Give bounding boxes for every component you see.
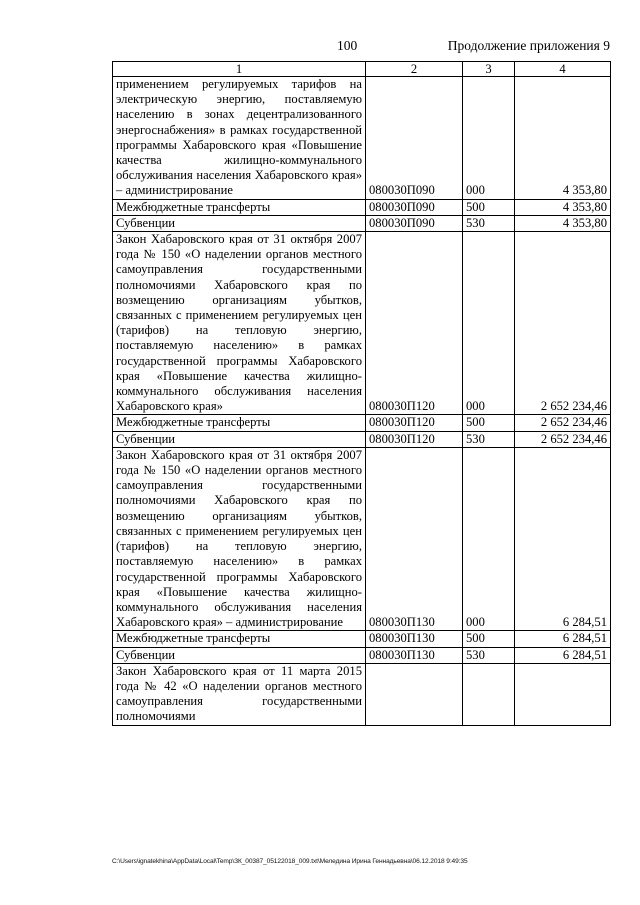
row-amount: 2 652 234,46 — [515, 232, 611, 415]
row-name: Субвенции — [113, 215, 366, 231]
row-code: 080030П130 — [366, 447, 463, 630]
column-header-4: 4 — [515, 62, 611, 77]
row-code: 080030П090 — [366, 215, 463, 231]
row-type: 000 — [463, 77, 515, 200]
table-row — [113, 647, 611, 663]
table-row — [113, 447, 611, 630]
table-row — [113, 215, 611, 231]
row-type: 500 — [463, 631, 515, 647]
row-amount: 4 353,80 — [515, 77, 611, 200]
row-code: 080030П090 — [366, 77, 463, 200]
row-type: 530 — [463, 431, 515, 447]
column-header-1: 1 — [113, 62, 366, 77]
table-row — [113, 415, 611, 431]
row-code: 080030П130 — [366, 647, 463, 663]
row-amount: 6 284,51 — [515, 631, 611, 647]
row-code: 080030П090 — [366, 199, 463, 215]
row-type: 000 — [463, 447, 515, 630]
row-type: 000 — [463, 232, 515, 415]
document-footer-path: C:\Users\ignatekhina\AppData\Local\Temp\ЗК_00387_05122018_009.txt\Меледина Ирина Геннадьевна\06.12.2018 9:49:35 — [112, 858, 468, 865]
table-row — [113, 232, 611, 415]
row-name: применением регулируемых тарифов на электрическую энергию, поставляемую населению в зонах децентрализованного энергоснабжения» в рамках государственной программы Хабаровского края «Повышение качества жилищно-коммунального обслуживания населения Хабаровского края» – администрирование — [113, 77, 366, 200]
row-type: 530 — [463, 647, 515, 663]
budget-table — [112, 61, 611, 726]
row-amount: 6 284,51 — [515, 647, 611, 663]
row-amount: 2 652 234,46 — [515, 431, 611, 447]
row-type — [463, 663, 515, 725]
appendix-continuation-label: Продолжение приложения 9 — [447, 38, 610, 53]
table-row — [113, 663, 611, 725]
table-row — [113, 431, 611, 447]
row-name: Субвенции — [113, 647, 366, 663]
row-type: 530 — [463, 215, 515, 231]
row-amount: 2 652 234,46 — [515, 415, 611, 431]
column-number-row — [113, 62, 611, 77]
row-amount: 4 353,80 — [515, 199, 611, 215]
row-amount: 4 353,80 — [515, 215, 611, 231]
table-row — [113, 631, 611, 647]
row-type: 500 — [463, 415, 515, 431]
row-name: Межбюджетные трансферты — [113, 199, 366, 215]
table-row — [113, 199, 611, 215]
row-code — [366, 663, 463, 725]
column-header-2: 2 — [366, 62, 463, 77]
row-name: Межбюджетные трансферты — [113, 631, 366, 647]
page-number: 100 — [337, 38, 358, 53]
row-code: 080030П130 — [366, 631, 463, 647]
row-name: Закон Хабаровского края от 31 октября 2007 года № 150 «О наделении органов местного самоуправления государственными полномочиями Хабаровского края по возмещению организациям убытков, связанных с применением регулируемых цен (тарифов) на тепловую энергию, поставляемую населению» в рамках государственной программы Хабаровского края «Повышение качества жилищно-коммунального обслуживания населения Хабаровского края» — [113, 232, 366, 415]
row-code: 080030П120 — [366, 431, 463, 447]
row-amount: 6 284,51 — [515, 447, 611, 630]
row-name: Закон Хабаровского края от 31 октября 2007 года № 150 «О наделении органов местного самоуправления государственными полномочиями Хабаровского края по возмещению организациям убытков, связанных с применением регулируемых цен (тарифов) на тепловую энергию, поставляемую населению» в рамках государственной программы Хабаровского края «Повышение качества жилищно-коммунального обслуживания населения Хабаровского края» – администрирование — [113, 447, 366, 630]
row-amount — [515, 663, 611, 725]
column-header-3: 3 — [463, 62, 515, 77]
row-name: Закон Хабаровского края от 11 марта 2015 года № 42 «О наделении органов местного самоуправления государственными полномочиями — [113, 663, 366, 725]
row-name: Межбюджетные трансферты — [113, 415, 366, 431]
table-row — [113, 77, 611, 200]
row-name: Субвенции — [113, 431, 366, 447]
row-code: 080030П120 — [366, 415, 463, 431]
row-code: 080030П120 — [366, 232, 463, 415]
row-type: 500 — [463, 199, 515, 215]
